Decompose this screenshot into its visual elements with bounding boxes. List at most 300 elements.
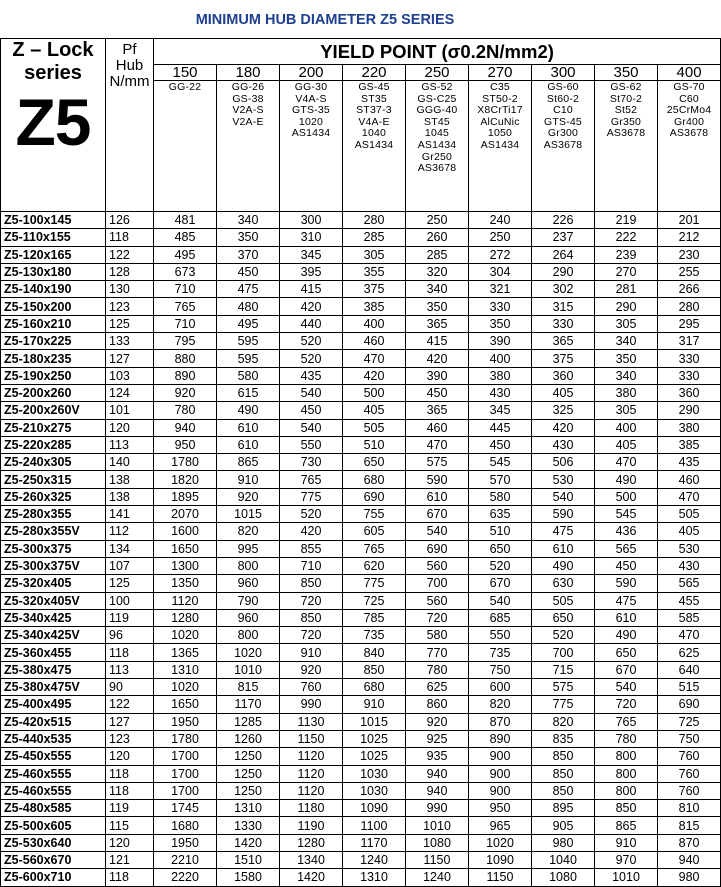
material-grade: Gr250 (421, 150, 453, 163)
pf-hub-cell: 120 (106, 748, 154, 765)
table-body (1, 212, 721, 887)
min-hub-diameter-cell: 515 (658, 679, 721, 696)
min-hub-diameter-cell: 1745 (154, 800, 217, 817)
min-hub-diameter-cell: 900 (469, 782, 532, 799)
min-hub-diameter-cell: 595 (217, 350, 280, 367)
hub-diameter-table (0, 38, 721, 887)
min-hub-diameter-cell: 460 (343, 333, 406, 350)
pf-hub-cell: 134 (106, 540, 154, 557)
min-hub-diameter-cell: 350 (217, 229, 280, 246)
table-row (1, 419, 721, 436)
material-grade: GG-30 (294, 81, 328, 93)
min-hub-diameter-cell: 910 (280, 644, 343, 661)
lock-model-cell: Z5-400x495 (1, 696, 106, 713)
min-hub-diameter-cell: 250 (406, 212, 469, 229)
material-grade: 25CrMo4 (666, 104, 712, 117)
min-hub-diameter-cell: 570 (469, 471, 532, 488)
min-hub-diameter-cell: 500 (595, 488, 658, 505)
min-hub-diameter-cell: 530 (532, 471, 595, 488)
pf-hub-cell: 133 (106, 333, 154, 350)
pf-hub-cell: 130 (106, 281, 154, 298)
min-hub-diameter-cell: 1150 (280, 730, 343, 747)
min-hub-diameter-cell: 435 (658, 454, 721, 471)
table-row (1, 246, 721, 263)
min-hub-diameter-cell: 1510 (217, 851, 280, 868)
min-hub-diameter-cell: 1310 (217, 800, 280, 817)
min-hub-diameter-cell: 1580 (217, 869, 280, 886)
min-hub-diameter-cell: 305 (343, 246, 406, 263)
pf-hub-cell: 138 (106, 488, 154, 505)
min-hub-diameter-cell: 1120 (280, 765, 343, 782)
material-grade: C10 (553, 104, 573, 117)
min-hub-diameter-cell: 920 (280, 661, 343, 678)
min-hub-diameter-cell: 490 (217, 402, 280, 419)
min-hub-diameter-cell: 400 (595, 419, 658, 436)
min-hub-diameter-cell: 330 (658, 350, 721, 367)
lock-model-cell: Z5-180x235 (1, 350, 106, 367)
min-hub-diameter-cell: 1420 (217, 834, 280, 851)
min-hub-diameter-cell: 385 (343, 298, 406, 315)
min-hub-diameter-cell: 790 (217, 592, 280, 609)
pf-hub-cell: 121 (106, 851, 154, 868)
min-hub-diameter-cell: 750 (469, 661, 532, 678)
pf-hub-cell: 120 (106, 834, 154, 851)
min-hub-diameter-cell: 380 (658, 419, 721, 436)
min-hub-diameter-cell: 940 (154, 419, 217, 436)
min-hub-diameter-cell: 835 (532, 730, 595, 747)
min-hub-diameter-cell: 1950 (154, 713, 217, 730)
material-grade: ST35 (361, 92, 387, 105)
min-hub-diameter-cell: 450 (217, 263, 280, 280)
table-row (1, 834, 721, 851)
min-hub-diameter-cell: 415 (406, 333, 469, 350)
series-line-1: Z – Lock (12, 39, 94, 61)
min-hub-diameter-cell: 800 (595, 782, 658, 799)
min-hub-diameter-cell: 360 (532, 367, 595, 384)
min-hub-diameter-cell: 520 (469, 557, 532, 574)
min-hub-diameter-cell: 610 (406, 488, 469, 505)
min-hub-diameter-cell: 490 (532, 557, 595, 574)
material-grade: AS3678 (669, 127, 709, 140)
min-hub-diameter-cell: 785 (343, 609, 406, 626)
min-hub-diameter-cell: 365 (406, 402, 469, 419)
hub-label: Hub (115, 57, 144, 74)
min-hub-diameter-cell: 302 (532, 281, 595, 298)
lock-model-cell: Z5-460x555 (1, 782, 106, 799)
material-grade: Gr300 (547, 127, 579, 140)
min-hub-diameter-cell: 910 (217, 471, 280, 488)
min-hub-diameter-cell: 1420 (280, 869, 343, 886)
min-hub-diameter-cell: 840 (343, 644, 406, 661)
min-hub-diameter-cell: 925 (406, 730, 469, 747)
min-hub-diameter-cell: 720 (280, 627, 343, 644)
min-hub-diameter-cell: 505 (658, 506, 721, 523)
table-row (1, 817, 721, 834)
min-hub-diameter-cell: 820 (532, 713, 595, 730)
min-hub-diameter-cell: 255 (658, 263, 721, 280)
min-hub-diameter-cell: 317 (658, 333, 721, 350)
min-hub-diameter-cell: 1780 (154, 454, 217, 471)
lock-model-cell: Z5-100x145 (1, 212, 106, 229)
min-hub-diameter-cell: 1700 (154, 782, 217, 799)
min-hub-diameter-cell: 585 (658, 609, 721, 626)
pf-hub-cell: 120 (106, 419, 154, 436)
material-list-cell (280, 81, 343, 212)
min-hub-diameter-cell: 1020 (154, 679, 217, 696)
min-hub-diameter-cell: 735 (343, 627, 406, 644)
lock-model-cell: Z5-560x670 (1, 851, 106, 868)
min-hub-diameter-cell: 2070 (154, 506, 217, 523)
unit-label: N/mm (109, 73, 150, 90)
min-hub-diameter-cell: 365 (532, 333, 595, 350)
min-hub-diameter-cell: 400 (469, 350, 532, 367)
pf-hub-cell: 101 (106, 402, 154, 419)
min-hub-diameter-cell: 990 (406, 800, 469, 817)
min-hub-diameter-cell: 305 (595, 315, 658, 332)
min-hub-diameter-cell: 1240 (343, 851, 406, 868)
min-hub-diameter-cell: 1080 (406, 834, 469, 851)
min-hub-diameter-cell: 965 (469, 817, 532, 834)
min-hub-diameter-cell: 315 (532, 298, 595, 315)
pf-hub-cell: 103 (106, 367, 154, 384)
min-hub-diameter-cell: 1010 (217, 661, 280, 678)
min-hub-diameter-cell: 1330 (217, 817, 280, 834)
yield-point-150: 150 (154, 65, 217, 81)
min-hub-diameter-cell: 800 (217, 557, 280, 574)
min-hub-diameter-cell: 500 (343, 384, 406, 401)
table-row (1, 471, 721, 488)
series-line-2: series (24, 62, 82, 84)
min-hub-diameter-cell: 1240 (406, 869, 469, 886)
material-grade: GS-38 (232, 92, 264, 105)
min-hub-diameter-cell: 490 (595, 627, 658, 644)
min-hub-diameter-cell: 590 (406, 471, 469, 488)
table-row (1, 661, 721, 678)
min-hub-diameter-cell: 470 (595, 454, 658, 471)
table-row (1, 713, 721, 730)
min-hub-diameter-cell: 815 (658, 817, 721, 834)
min-hub-diameter-cell: 710 (280, 557, 343, 574)
min-hub-diameter-cell: 350 (406, 298, 469, 315)
min-hub-diameter-cell: 850 (280, 609, 343, 626)
lock-model-cell: Z5-220x285 (1, 436, 106, 453)
min-hub-diameter-cell: 760 (658, 748, 721, 765)
min-hub-diameter-cell: 575 (532, 679, 595, 696)
material-grade: St52 (614, 104, 638, 117)
min-hub-diameter-cell: 305 (595, 402, 658, 419)
min-hub-diameter-cell: 690 (343, 488, 406, 505)
min-hub-diameter-cell: 880 (154, 350, 217, 367)
min-hub-diameter-cell: 960 (217, 575, 280, 592)
lock-model-cell: Z5-380x475V (1, 679, 106, 696)
min-hub-diameter-cell: 1310 (154, 661, 217, 678)
min-hub-diameter-cell: 670 (469, 575, 532, 592)
table-row (1, 212, 721, 229)
min-hub-diameter-cell: 545 (595, 506, 658, 523)
min-hub-diameter-cell: 540 (469, 592, 532, 609)
min-hub-diameter-cell: 725 (658, 713, 721, 730)
pf-hub-cell: 123 (106, 298, 154, 315)
material-grade: AlCuNic (480, 115, 520, 128)
min-hub-diameter-cell: 272 (469, 246, 532, 263)
material-grade: 1050 (487, 127, 513, 140)
min-hub-diameter-cell: 475 (217, 281, 280, 298)
min-hub-diameter-cell: 330 (658, 367, 721, 384)
min-hub-diameter-cell: 650 (343, 454, 406, 471)
min-hub-diameter-cell: 1120 (154, 592, 217, 609)
table-row (1, 540, 721, 557)
lock-model-cell: Z5-440x535 (1, 730, 106, 747)
pf-hub-cell: 125 (106, 315, 154, 332)
min-hub-diameter-cell: 1600 (154, 523, 217, 540)
min-hub-diameter-cell: 920 (217, 488, 280, 505)
min-hub-diameter-cell: 490 (595, 471, 658, 488)
table-row (1, 575, 721, 592)
lock-model-cell: Z5-130x180 (1, 263, 106, 280)
min-hub-diameter-cell: 800 (217, 627, 280, 644)
min-hub-diameter-cell: 436 (595, 523, 658, 540)
min-hub-diameter-cell: 920 (154, 384, 217, 401)
min-hub-diameter-cell: 720 (280, 592, 343, 609)
min-hub-diameter-cell: 540 (280, 384, 343, 401)
min-hub-diameter-cell: 1040 (532, 851, 595, 868)
table-row (1, 851, 721, 868)
min-hub-diameter-cell: 810 (658, 800, 721, 817)
min-hub-diameter-cell: 295 (658, 315, 721, 332)
min-hub-diameter-cell: 340 (595, 367, 658, 384)
min-hub-diameter-cell: 565 (658, 575, 721, 592)
pf-hub-cell: 90 (106, 679, 154, 696)
min-hub-diameter-cell: 510 (343, 436, 406, 453)
min-hub-diameter-cell: 380 (469, 367, 532, 384)
material-grade: C60 (679, 92, 699, 105)
min-hub-diameter-cell: 281 (595, 281, 658, 298)
min-hub-diameter-cell: 222 (595, 229, 658, 246)
min-hub-diameter-cell: 625 (658, 644, 721, 661)
yield-point-220: 220 (343, 65, 406, 81)
material-grade: 1040 (361, 127, 387, 140)
lock-model-cell: Z5-190x250 (1, 367, 106, 384)
min-hub-diameter-cell: 900 (469, 765, 532, 782)
min-hub-diameter-cell: 990 (280, 696, 343, 713)
min-hub-diameter-cell: 230 (658, 246, 721, 263)
pf-hub-cell: 107 (106, 557, 154, 574)
min-hub-diameter-cell: 610 (595, 609, 658, 626)
min-hub-diameter-cell: 970 (595, 851, 658, 868)
min-hub-diameter-cell: 610 (217, 436, 280, 453)
lock-model-cell: Z5-320x405 (1, 575, 106, 592)
page-title: MINIMUM HUB DIAMETER Z5 SERIES (195, 12, 455, 28)
min-hub-diameter-cell: 1780 (154, 730, 217, 747)
material-grade: ST50-2 (482, 92, 518, 105)
min-hub-diameter-cell: 450 (280, 402, 343, 419)
min-hub-diameter-cell: 860 (406, 696, 469, 713)
min-hub-diameter-cell: 710 (154, 315, 217, 332)
material-list-cell (343, 81, 406, 212)
lock-model-cell: Z5-480x585 (1, 800, 106, 817)
min-hub-diameter-cell: 550 (469, 627, 532, 644)
min-hub-diameter-cell: 685 (469, 609, 532, 626)
min-hub-diameter-cell: 520 (280, 506, 343, 523)
min-hub-diameter-cell: 475 (595, 592, 658, 609)
min-hub-diameter-cell: 1700 (154, 748, 217, 765)
yield-point-200: 200 (280, 65, 343, 81)
min-hub-diameter-cell: 640 (658, 661, 721, 678)
min-hub-diameter-cell: 300 (280, 212, 343, 229)
min-hub-diameter-cell: 670 (595, 661, 658, 678)
min-hub-diameter-cell: 470 (406, 436, 469, 453)
pf-hub-cell: 128 (106, 263, 154, 280)
min-hub-diameter-cell: 850 (532, 765, 595, 782)
material-grade: V2A-S (232, 104, 264, 117)
min-hub-diameter-cell: 285 (343, 229, 406, 246)
table-row (1, 782, 721, 799)
min-hub-diameter-cell: 560 (406, 557, 469, 574)
material-grade: GS-70 (673, 81, 705, 93)
lock-model-cell: Z5-280x355 (1, 506, 106, 523)
table-row (1, 454, 721, 471)
pf-hub-cell: 125 (106, 575, 154, 592)
min-hub-diameter-cell: 385 (658, 436, 721, 453)
min-hub-diameter-cell: 520 (532, 627, 595, 644)
table-row (1, 263, 721, 280)
min-hub-diameter-cell: 620 (343, 557, 406, 574)
min-hub-diameter-cell: 865 (595, 817, 658, 834)
min-hub-diameter-cell: 1080 (532, 869, 595, 886)
pf-hub-cell: 115 (106, 817, 154, 834)
yield-point-270: 270 (469, 65, 532, 81)
min-hub-diameter-cell: 540 (406, 523, 469, 540)
min-hub-diameter-cell: 995 (217, 540, 280, 557)
min-hub-diameter-cell: 430 (658, 557, 721, 574)
min-hub-diameter-cell: 375 (343, 281, 406, 298)
min-hub-diameter-cell: 1090 (469, 851, 532, 868)
min-hub-diameter-cell: 890 (154, 367, 217, 384)
min-hub-diameter-cell: 1020 (469, 834, 532, 851)
min-hub-diameter-cell: 380 (595, 384, 658, 401)
min-hub-diameter-cell: 285 (406, 246, 469, 263)
min-hub-diameter-cell: 270 (595, 263, 658, 280)
min-hub-diameter-cell: 1015 (343, 713, 406, 730)
min-hub-diameter-cell: 590 (532, 506, 595, 523)
table-row (1, 765, 721, 782)
table-row (1, 523, 721, 540)
min-hub-diameter-cell: 940 (406, 765, 469, 782)
lock-model-cell: Z5-420x515 (1, 713, 106, 730)
lock-model-cell: Z5-300x375 (1, 540, 106, 557)
min-hub-diameter-cell: 540 (595, 679, 658, 696)
min-hub-diameter-cell: 1010 (406, 817, 469, 834)
min-hub-diameter-cell: 1650 (154, 696, 217, 713)
min-hub-diameter-cell: 1310 (343, 869, 406, 886)
min-hub-diameter-cell: 760 (658, 765, 721, 782)
material-grade: C35 (490, 81, 510, 93)
pf-hub-cell: 118 (106, 644, 154, 661)
lock-model-cell: Z5-530x640 (1, 834, 106, 851)
min-hub-diameter-cell: 405 (343, 402, 406, 419)
table-row (1, 748, 721, 765)
material-grade: GTS-45 (544, 115, 582, 128)
material-grade: GS-60 (547, 81, 579, 93)
table-row (1, 506, 721, 523)
min-hub-diameter-cell: 760 (658, 782, 721, 799)
min-hub-diameter-cell: 770 (406, 644, 469, 661)
min-hub-diameter-cell: 545 (469, 454, 532, 471)
min-hub-diameter-cell: 2210 (154, 851, 217, 868)
lock-model-cell: Z5-300x375V (1, 557, 106, 574)
min-hub-diameter-cell: 940 (658, 851, 721, 868)
yield-point-300: 300 (532, 65, 595, 81)
min-hub-diameter-cell: 775 (532, 696, 595, 713)
min-hub-diameter-cell: 610 (532, 540, 595, 557)
pf-hub-cell: 100 (106, 592, 154, 609)
material-grade: GS-52 (421, 81, 453, 93)
min-hub-diameter-cell: 855 (280, 540, 343, 557)
min-hub-diameter-cell: 850 (280, 575, 343, 592)
min-hub-diameter-cell: 1130 (280, 713, 343, 730)
pf-hub-cell: 113 (106, 661, 154, 678)
pf-hub-cell: 124 (106, 384, 154, 401)
material-grade: Gr400 (673, 115, 705, 128)
lock-model-cell: Z5-450x555 (1, 748, 106, 765)
min-hub-diameter-cell: 1190 (280, 817, 343, 834)
lock-model-cell: Z5-200x260 (1, 384, 106, 401)
min-hub-diameter-cell: 1260 (217, 730, 280, 747)
min-hub-diameter-cell: 440 (280, 315, 343, 332)
min-hub-diameter-cell: 580 (469, 488, 532, 505)
min-hub-diameter-cell: 775 (343, 575, 406, 592)
min-hub-diameter-cell: 375 (532, 350, 595, 367)
table-row (1, 800, 721, 817)
pf-hub-cell: 122 (106, 246, 154, 263)
min-hub-diameter-cell: 1015 (217, 506, 280, 523)
material-grade: GG-26 (231, 81, 265, 93)
min-hub-diameter-cell: 820 (217, 523, 280, 540)
min-hub-diameter-cell: 920 (406, 713, 469, 730)
pf-hub-cell: 123 (106, 730, 154, 747)
min-hub-diameter-cell: 1025 (343, 748, 406, 765)
min-hub-diameter-cell: 680 (343, 471, 406, 488)
material-grade: AS1434 (354, 138, 394, 151)
min-hub-diameter-cell: 560 (406, 592, 469, 609)
table-row (1, 281, 721, 298)
material-grade: AS3678 (543, 138, 583, 151)
min-hub-diameter-cell: 820 (469, 696, 532, 713)
table-row (1, 384, 721, 401)
min-hub-diameter-cell: 673 (154, 263, 217, 280)
material-list-cell (532, 81, 595, 212)
min-hub-diameter-cell: 1250 (217, 765, 280, 782)
min-hub-diameter-cell: 1280 (280, 834, 343, 851)
min-hub-diameter-cell: 505 (343, 419, 406, 436)
min-hub-diameter-cell: 615 (217, 384, 280, 401)
min-hub-diameter-cell: 670 (406, 506, 469, 523)
lock-model-cell: Z5-360x455 (1, 644, 106, 661)
min-hub-diameter-cell: 481 (154, 212, 217, 229)
min-hub-diameter-cell: 1820 (154, 471, 217, 488)
table-row (1, 229, 721, 246)
material-grade: St70-2 (609, 92, 643, 105)
min-hub-diameter-cell: 1020 (154, 627, 217, 644)
min-hub-diameter-cell: 340 (595, 333, 658, 350)
min-hub-diameter-cell: 340 (406, 281, 469, 298)
min-hub-diameter-cell: 780 (154, 402, 217, 419)
min-hub-diameter-cell: 505 (532, 592, 595, 609)
series-name-big: Z5 (15, 85, 91, 159)
min-hub-diameter-cell: 625 (406, 679, 469, 696)
min-hub-diameter-cell: 310 (280, 229, 343, 246)
min-hub-diameter-cell: 680 (343, 679, 406, 696)
